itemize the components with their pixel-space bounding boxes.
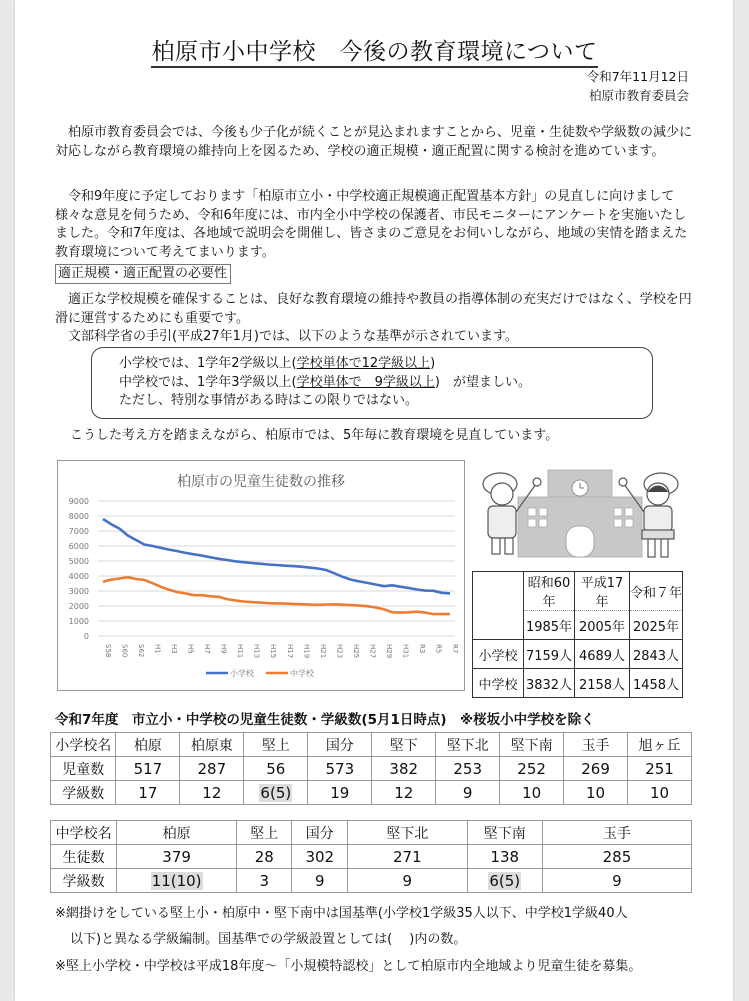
school-name-row [51,821,692,845]
legend-label: 小学校 [230,669,254,678]
series-line-junior [103,577,450,614]
x-tick-label: H3 [170,644,179,654]
shaded-class-value: 6(5) [260,783,292,802]
row-label: 小学校 [473,640,524,669]
school-name-cell: 柏原東 [180,733,244,757]
x-tick-label: H21 [318,644,327,659]
cell-value: 302 [292,845,348,869]
school-name-cell: 堅下 [372,733,436,757]
section-body [55,291,695,347]
junior-stats-table [50,820,692,893]
cell-value: 253 [436,757,500,781]
school-name-cell: 柏原 [117,821,237,845]
x-tick-label: H9 [219,644,228,654]
era-header: 昭和60年 [524,572,575,611]
school-name-cell: 堅上 [244,733,308,757]
intro-paragraph-2: 令和9年度に予定しております「柏原市立小・中学校適正規模適正配置基本方針」の見直しに向けまして様々な意見を伺うため、令和6年度には、市内全小中学校の保護者、市民モニターにアンケートを実施いたしました。令和7年度は、各地域で説明会を開催し、皆さまのご意見をお伺いしながら、地域の実情を踏まえた教育環境について考えてまいります。 [55,189,688,260]
cell-value: 9 [348,869,468,893]
year-header: 2025年 [630,611,683,640]
cell-value: 285 [542,845,691,869]
y-tick-label: 8000 [68,512,89,521]
y-tick-label: 2000 [68,602,89,611]
x-tick-label: H19 [302,644,311,659]
era-header-row [473,572,683,611]
cell-value: 1458人 [630,669,683,698]
y-axis-ticks [69,497,89,641]
y-tick-label: 0 [83,632,89,641]
intro-paragraph-1: 柏原市教育委員会では、今後も少子化が続くことが見込まれますことから、児童・生徒数や学級数の減少に対応しながら教育環境の維持向上を図るため、学校の適正規模・適正配置に関する検討を進めています。 [55,125,693,159]
row-label: 小学校名 [51,733,116,757]
enrollment-trend-chart [57,460,465,691]
cell-value: 138 [467,845,542,869]
cell-value: 19 [308,781,372,805]
row-label: 学級数 [51,869,117,893]
cell-value: 4689人 [575,640,630,669]
x-tick-label: H31 [401,644,410,659]
x-tick-label: R7 [451,644,459,654]
closing-paragraph: こうした考え方を踏まえながら、柏原市では、5年毎に教育環境を見直しています。 [70,428,559,443]
count-row [51,757,692,781]
enrollment-comparison-table [472,571,683,698]
cell-value: 3832人 [524,669,575,698]
school-name-cell: 堅下北 [348,821,468,845]
legend-label: 中学校 [290,669,314,678]
x-tick-label: S60 [120,644,129,658]
school-name-cell: 柏原 [116,733,180,757]
chart-grid [98,501,455,636]
y-tick-label: 9000 [68,497,89,506]
x-tick-label: H1 [153,644,162,654]
criteria-exception: ただし、特別な事情がある時はこの限りではない。 [119,393,419,408]
x-tick-label: S62 [137,644,146,658]
school-name-cell: 堅下北 [436,733,500,757]
cell-value: 10 [564,781,628,805]
cell-value: 9 [542,869,691,893]
class-row [51,869,692,893]
issue-date: 令和7年11月12日 [586,69,689,84]
cell-value: 3 [237,869,292,893]
corner-cell [473,572,524,640]
school-name-cell: 国分 [292,821,348,845]
cell-value: 573 [308,757,372,781]
cell-value: 271 [348,845,468,869]
school-name-cell: 堅下南 [467,821,542,845]
chart-canvas [58,461,464,690]
note-class-standard: ※網掛けをしている堅上小・柏原中・堅下南中は国基準(小学校1学級35人以下、中学校1学級40人 [55,906,628,921]
x-tick-label: H25 [351,644,360,659]
y-tick-label: 7000 [68,527,89,536]
shaded-class-value: 6(5) [489,871,521,890]
class-row [51,781,692,805]
row-label: 中学校名 [51,821,117,845]
row-label: 中学校 [473,669,524,698]
year-header: 2005年 [575,611,630,640]
criteria-elementary: 小学校では、1学年2学級以上(学校単体で12学級以上) [119,356,436,371]
table-row [473,669,683,698]
x-tick-label: H15 [269,644,278,659]
cell-value: 12 [180,781,244,805]
shaded-class-value: 11(10) [151,871,202,890]
x-axis-ticks [104,644,459,658]
issuing-organization: 柏原市教育委員会 [588,88,689,103]
x-tick-label: H7 [203,644,212,654]
cell-value: 379 [117,845,237,869]
elementary-stats-table [50,732,692,805]
cell-value: 10 [628,781,692,805]
cell-value [244,781,308,805]
criteria-junior: 中学校では、1学年3学級以上(学校単体で 9学級以上) が望ましい。 [119,374,531,390]
row-label: 児童数 [51,757,116,781]
cell-value: 7159人 [524,640,575,669]
chart-title: 柏原市の児童生徒数の推移 [177,474,345,490]
cell-value: 252 [500,757,564,781]
cell-value: 9 [292,869,348,893]
y-tick-label: 5000 [68,557,89,566]
cell-value: 251 [628,757,692,781]
section-paragraph-1: 適正な学校規模を確保することは、良好な教育環境の維持や教員の指導体制の充実だけではなく、学校を円滑に運営するためにも重要です。 [55,292,692,326]
x-tick-label: S58 [104,644,112,658]
cell-value: 517 [116,757,180,781]
y-tick-label: 6000 [68,542,89,551]
x-tick-label: H27 [368,644,377,659]
year-header: 1985年 [524,611,575,640]
cell-value: 9 [436,781,500,805]
x-tick-label: H23 [335,644,344,659]
cell-value: 28 [237,845,292,869]
row-label: 生徒数 [51,845,117,869]
school-name-cell: 玉手 [564,733,628,757]
stats-table-title: 令和7年度 市立小・中学校の児童生徒数・学級数(5月1日時点) ※桜坂小中学校を除く [55,712,595,728]
section-paragraph-2: 文部科学省の手引(平成27年1月)では、以下のような基準が示されています。 [68,329,518,344]
note-special-school: ※堅上小学校・中学校は平成18年度～「小規模特認校」として柏原市内全地域より児童生徒を募集。 [55,959,642,974]
row-label: 学級数 [51,781,116,805]
count-row [51,845,692,869]
school-name-cell: 国分 [308,733,372,757]
x-tick-label: H11 [236,644,245,659]
cell-value: 17 [116,781,180,805]
x-tick-label: R5 [434,644,443,654]
cell-value: 56 [244,757,308,781]
cell-value: 287 [180,757,244,781]
cell-value: 2843人 [630,640,683,669]
cell-value: 12 [372,781,436,805]
y-tick-label: 1000 [68,617,89,626]
cell-value: 10 [500,781,564,805]
x-tick-label: H13 [252,644,261,659]
page-title: 柏原市小中学校 今後の教育環境について [0,33,749,66]
chart-legend [206,668,315,678]
note-class-standard-cont: 以下)と異なる学級編制。国基準での学級設置としては( )内の数。 [70,932,467,947]
x-tick-label: R3 [417,644,426,654]
y-tick-label: 4000 [68,572,89,581]
section-heading: 適正規模・適正配置の必要性 [55,264,231,284]
school-children-illustration [478,462,688,572]
school-name-cell: 堅上 [237,821,292,845]
school-name-row [51,733,692,757]
era-header: 令和７年 [630,572,683,611]
series-line-elementary [103,519,450,593]
school-name-cell: 玉手 [542,821,691,845]
x-tick-label: H17 [285,644,294,659]
cell-value: 382 [372,757,436,781]
cell-value [467,869,542,893]
table-row [473,640,683,669]
school-name-cell: 堅下南 [500,733,564,757]
cell-value: 2158人 [575,669,630,698]
x-tick-label: H29 [384,644,393,659]
criteria-box [91,347,653,419]
era-header: 平成17年 [575,572,630,611]
cell-value [117,869,237,893]
x-tick-label: H5 [186,644,195,654]
school-name-cell: 旭ヶ丘 [628,733,692,757]
chart-series [103,519,450,614]
y-tick-label: 3000 [68,587,89,596]
cell-value: 269 [564,757,628,781]
